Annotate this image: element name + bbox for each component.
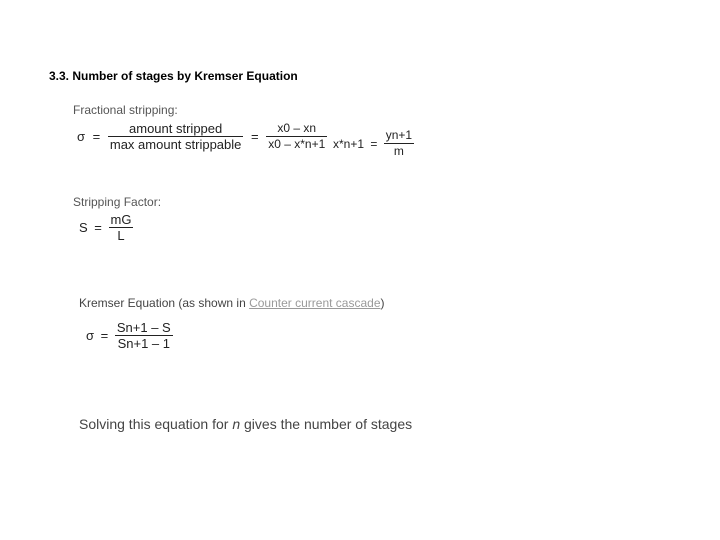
equilibrium-fraction [384,128,414,159]
s-num: mG [110,212,132,227]
solve-variable: n [232,416,241,432]
counter-current-cascade-link[interactable]: Counter current cascade [249,296,381,310]
kremser-fraction [115,320,173,351]
kremser-suffix: ) [380,296,385,310]
kremser-den: Sn+1 – 1 [117,336,170,351]
solve-suffix: gives the number of stages [240,416,413,432]
kremser-line [79,296,385,310]
s-symbol: S [79,220,88,235]
solve-statement [79,416,412,432]
sigma-symbol: σ [77,129,86,144]
fractional-stripping-label: Fractional stripping: [73,103,178,117]
s-fraction [109,212,134,243]
sigma-den-1: max amount strippable [109,137,242,152]
section-title: 3.3. Number of stages by Kremser Equation [49,69,298,83]
sigma-equation: σ = $\frac{\text{amount stripped}}{\text{max amount strippable}}$ = $\frac{x0 - xn}{x0 - x*n+1}$ [77,121,326,152]
equilibrium-lhs: x*n+1 [333,136,365,151]
solve-prefix: Solving this equation for [79,416,233,432]
sigma-fraction-2 [266,121,327,152]
sigma-num-1: amount stripped [108,121,244,137]
stripping-factor-label: Stripping Factor: [73,195,162,209]
kremser-equation: σ = $\frac{Sn+1 - S}{Sn+1 - 1}$ [86,320,171,351]
kremser-sigma: σ [86,328,95,343]
equilibrium-num: yn+1 [385,128,413,142]
kremser-num: Sn+1 – S [116,320,171,335]
sigma-num-2: x0 – xn [266,121,327,137]
kremser-prefix: Kremser Equation (as shown in [79,296,250,310]
sigma-fraction-1 [108,121,244,152]
sigma-den-2: x0 – x*n+1 [268,137,326,151]
stripping-factor-equation: S = $\frac{mG}{L}$ [79,212,132,243]
s-den: L [117,228,125,243]
equilibrium-den: m [393,144,404,158]
equilibrium-equation: x*n+1 = $\frac{yn+1}{m}$ [333,128,413,158]
